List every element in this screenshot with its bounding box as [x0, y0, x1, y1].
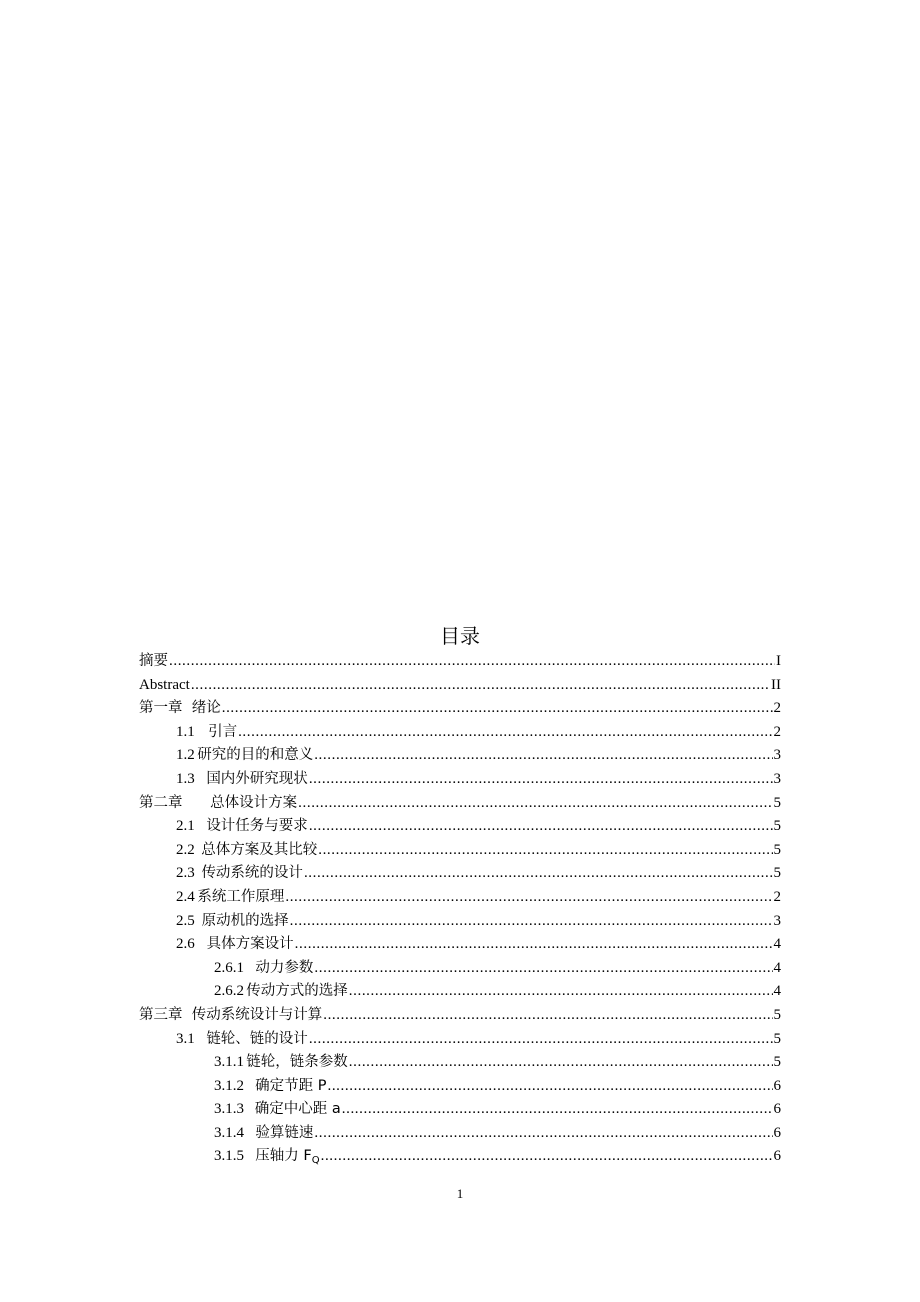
toc-entry-number: 1.2 [176, 747, 195, 764]
toc-entry-label: 传动系统的设计 [201, 865, 303, 882]
toc-entry[interactable] [139, 1122, 781, 1146]
toc-entry-number: 2.3 [176, 865, 195, 882]
toc-leader [309, 815, 773, 839]
toc-entry[interactable] [139, 650, 781, 674]
toc-leader [222, 697, 773, 721]
toc-entry[interactable] [139, 957, 781, 981]
toc-leader [309, 768, 773, 792]
toc-entry-number: 2.4 [176, 888, 195, 905]
toc-entry[interactable] [139, 1051, 781, 1075]
toc-entry-number: 2.1 [176, 818, 195, 835]
toc-leader [169, 650, 775, 674]
toc-entry-label: 链轮，链条参数 [246, 1054, 348, 1071]
toc-entry-page: 2 [773, 700, 781, 717]
toc-entry-number: 3.1.4 [214, 1124, 244, 1141]
toc-entry-label: 第三章 传动系统设计与计算 [139, 1006, 323, 1023]
toc-entry-number: 2.2 [176, 841, 195, 858]
toc-leader [314, 1122, 772, 1146]
toc-entry-page: 2 [773, 723, 781, 740]
toc-leader [304, 862, 773, 886]
toc-leader [285, 886, 772, 910]
toc-entry[interactable] [139, 1098, 781, 1122]
toc-entry[interactable] [139, 933, 781, 957]
toc-entry-label: 原动机的选择 [201, 912, 289, 929]
toc-leader [298, 792, 772, 816]
toc-entry-page: 5 [773, 841, 781, 858]
toc-leader [349, 1051, 773, 1075]
toc-entry-label-text: 压轴力 F [255, 1148, 312, 1165]
toc-leader [191, 674, 770, 698]
toc-entry-label-subscript: Q [311, 1155, 320, 1167]
page-number: 1 [456, 1186, 464, 1201]
toc-entry-label: 动力参数 [255, 959, 314, 976]
toc-entry-page: 2 [773, 888, 781, 905]
toc-entry-label: 设计任务与要求 [206, 818, 308, 835]
toc-entry-label: Abstract [139, 676, 190, 693]
toc-entry-page: 3 [773, 770, 781, 787]
toc-leader [290, 910, 773, 934]
toc-entry[interactable] [139, 744, 781, 768]
toc-entry-number: 3.1.5 [214, 1148, 244, 1165]
toc-leader [323, 1004, 772, 1028]
toc-entry-label: 摘要 [139, 653, 168, 669]
toc-entry-page: 3 [773, 747, 781, 764]
table-of-contents [139, 650, 781, 1169]
toc-entry[interactable] [139, 768, 781, 792]
toc-leader [314, 744, 772, 768]
toc-leader [318, 839, 772, 863]
toc-entry-page: 5 [773, 1054, 781, 1071]
toc-entry-label: 传动方式的选择 [246, 983, 348, 1000]
toc-entry-label: 具体方案设计 [206, 936, 294, 953]
toc-leader [327, 1075, 772, 1099]
toc-entry[interactable] [139, 721, 781, 745]
toc-entry-label: 系统工作原理 [197, 888, 285, 905]
toc-leader [349, 980, 773, 1004]
toc-entry-label: 引言 [208, 723, 238, 740]
toc-entry-page: 4 [773, 936, 781, 953]
toc-leader [321, 1145, 773, 1169]
toc-entry-page: 5 [773, 1006, 781, 1023]
toc-entry-number: 3.1.2 [214, 1077, 244, 1094]
toc-entry-page: 3 [773, 912, 781, 929]
toc-entry-label: 总体方案及其比较 [201, 841, 318, 858]
toc-leader [238, 721, 772, 745]
toc-entry-number: 3.1 [176, 1030, 195, 1047]
toc-entry-label: 确定中心距 a [254, 1101, 341, 1118]
toc-entry[interactable] [139, 1028, 781, 1052]
toc-entry-label: 第二章 总体设计方案 [139, 794, 298, 811]
toc-entry[interactable] [139, 862, 781, 886]
toc-entry-label: 国内外研究现状 [206, 770, 308, 787]
toc-entry-page: 6 [773, 1101, 781, 1118]
toc-entry-page: 4 [773, 983, 781, 1000]
toc-entry[interactable] [139, 886, 781, 910]
toc-entry-label: 研究的目的和意义 [197, 747, 314, 764]
toc-entry-number: 2.6.1 [214, 959, 244, 976]
toc-entry[interactable] [139, 910, 781, 934]
toc-entry[interactable] [139, 1145, 781, 1169]
toc-leader [314, 957, 772, 981]
toc-entry-number: 3.1.1 [214, 1054, 244, 1071]
toc-title: 目录 [440, 624, 480, 648]
toc-entry-number: 2.5 [176, 912, 195, 929]
toc-entry[interactable] [139, 839, 781, 863]
toc-entry-label [255, 1145, 319, 1173]
toc-entry-page: 4 [773, 959, 781, 976]
toc-entry-page: 6 [773, 1077, 781, 1094]
toc-entry[interactable] [139, 815, 781, 839]
toc-entry[interactable] [139, 792, 781, 816]
toc-entry-page: 6 [773, 1124, 781, 1141]
toc-entry[interactable] [139, 980, 781, 1004]
toc-entry-page: 5 [773, 865, 781, 882]
toc-entry[interactable] [139, 1004, 781, 1028]
toc-entry-label: 验算链速 [255, 1124, 314, 1141]
toc-entry-page: 5 [773, 794, 781, 811]
toc-entry-label: 第一章 绪论 [139, 700, 221, 717]
toc-entry-page: II [771, 676, 781, 693]
toc-entry-label: 链轮、链的设计 [206, 1030, 308, 1047]
toc-entry[interactable] [139, 697, 781, 721]
toc-entry-label: 确定节距 P [255, 1077, 327, 1094]
toc-leader [309, 1028, 773, 1052]
toc-entry-number: 1.1 [176, 723, 195, 740]
toc-entry-page: I [776, 653, 781, 669]
toc-entry-page: 6 [773, 1148, 781, 1165]
toc-leader [295, 933, 773, 957]
toc-entry-page: 5 [773, 818, 781, 835]
toc-entry-number: 2.6.2 [214, 983, 244, 1000]
toc-entry-number: 2.6 [176, 936, 195, 953]
toc-entry[interactable] [139, 1075, 781, 1099]
toc-entry[interactable] [139, 674, 781, 698]
toc-entry-number: 3.1.3 [214, 1101, 244, 1118]
toc-entry-page: 5 [773, 1030, 781, 1047]
toc-entry-number: 1.3 [176, 770, 195, 787]
toc-leader [342, 1098, 773, 1122]
